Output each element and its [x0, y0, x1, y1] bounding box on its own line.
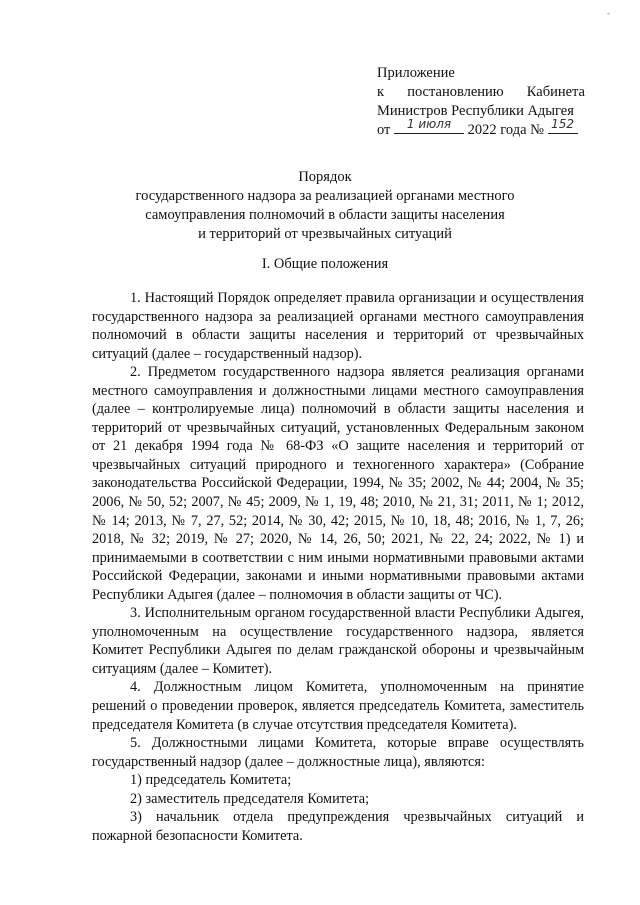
- title-line-3: самоуправления полномочий в области защиты населения: [145, 207, 505, 223]
- appendix-line-1: Приложение: [377, 65, 455, 81]
- title-line-4: и территорий от чрезвычайных ситуаций: [198, 226, 452, 242]
- appendix-block: [377, 64, 585, 140]
- appendix-line-4: [377, 117, 585, 140]
- date-blank: [394, 117, 464, 134]
- appendix-line-2: [377, 83, 585, 102]
- list-item: 2) заместитель председателя Комитета;: [130, 790, 370, 807]
- list-item: 3) начальник отдела предупреждения чрезвычайных ситуаций и пожарной безопасности Комитета.: [92, 809, 584, 844]
- paragraph-5: 5. Должностными лицами Комитета, которые вправе осуществлять государственный надзор (далее – должностные лица), являются:: [92, 735, 584, 770]
- paragraph-1: 1. Настоящий Порядок определяет правила организации и осуществления государственного надзора за реализацией органами местного самоуправления полномочий в области защиты населения и территорий от чрезвычайных ситуаций (далее – государственный надзор).: [92, 290, 584, 362]
- appendix-resolution-word: постановлению: [407, 84, 504, 100]
- appendix-cabinet-word: Кабинета: [526, 84, 585, 100]
- appendix-year-number: 2022 года №: [467, 122, 544, 138]
- paragraph-3: 3. Исполнительным органом государственной власти Республики Адыгея, уполномоченным на осуществление государственного надзора, является Комитет Республики Адыгея по делам гражданской обороны и чрезвычайным ситуациям (далее – Комитет).: [92, 605, 584, 677]
- title-line-2: государственного надзора за реализацией органами местного: [135, 188, 515, 204]
- corner-mark: -: [607, 8, 610, 18]
- handwritten-date: 1 июля: [406, 117, 452, 131]
- section-heading: I. Общие положения: [261, 256, 389, 272]
- number-blank: [548, 117, 578, 134]
- document-title: [100, 168, 550, 244]
- appendix-line-3: Министров Республики Адыгея: [377, 103, 574, 119]
- paragraph-4: 4. Должностным лицом Комитета, уполномоченным на принятие решений о проведении проверок, является председатель Комитета, заместитель председателя Комитета (в случае отсутствия председателя Комитета).: [92, 679, 584, 733]
- list-item: 1) председатель Комитета;: [130, 772, 292, 789]
- title-line-1: Порядок: [298, 169, 352, 185]
- document-body: [92, 289, 584, 845]
- paragraph-2: 2. Предметом государственного надзора является реализация органами местного самоуправления и должностными лицами местного самоуправления (далее – контролируемые лица) полномочий в области защиты населения и территорий от чрезвычайных ситуаций, установленных Федеральным законом от 21 декабря 1994 года № 68-ФЗ «О защите населения и территорий от чрезвычайных ситуаций природного и техногенного характера» (Собрание законодательства Российской Федерации, 1994, № 35; 2002, № 44; 2004, № 35; 2006, № 50, 52; 2007, № 45; 2009, № 1, 19, 48; 2010, № 21, 31; 2011, № 1; 2012, № 14; 2013, № 7, 27, 52; 2014, № 30, 42; 2015, № 10, 18, 48; 2016, № 1, 7, 26; 2018, № 32; 2019, № 27; 2020, № 14, 26, 50; 2021, № 22, 24; 2022, № 1) и принимаемыми в соответствии с ним иными нормативными правовыми актами Российской Федерации, законами и иными нормативными правовыми актами Республики Адыгея (далее – полномочия в области защиты от ЧС).: [92, 364, 584, 603]
- handwritten-number: 152: [551, 117, 575, 131]
- appendix-from: от: [377, 122, 391, 138]
- appendix-k: к: [377, 84, 385, 100]
